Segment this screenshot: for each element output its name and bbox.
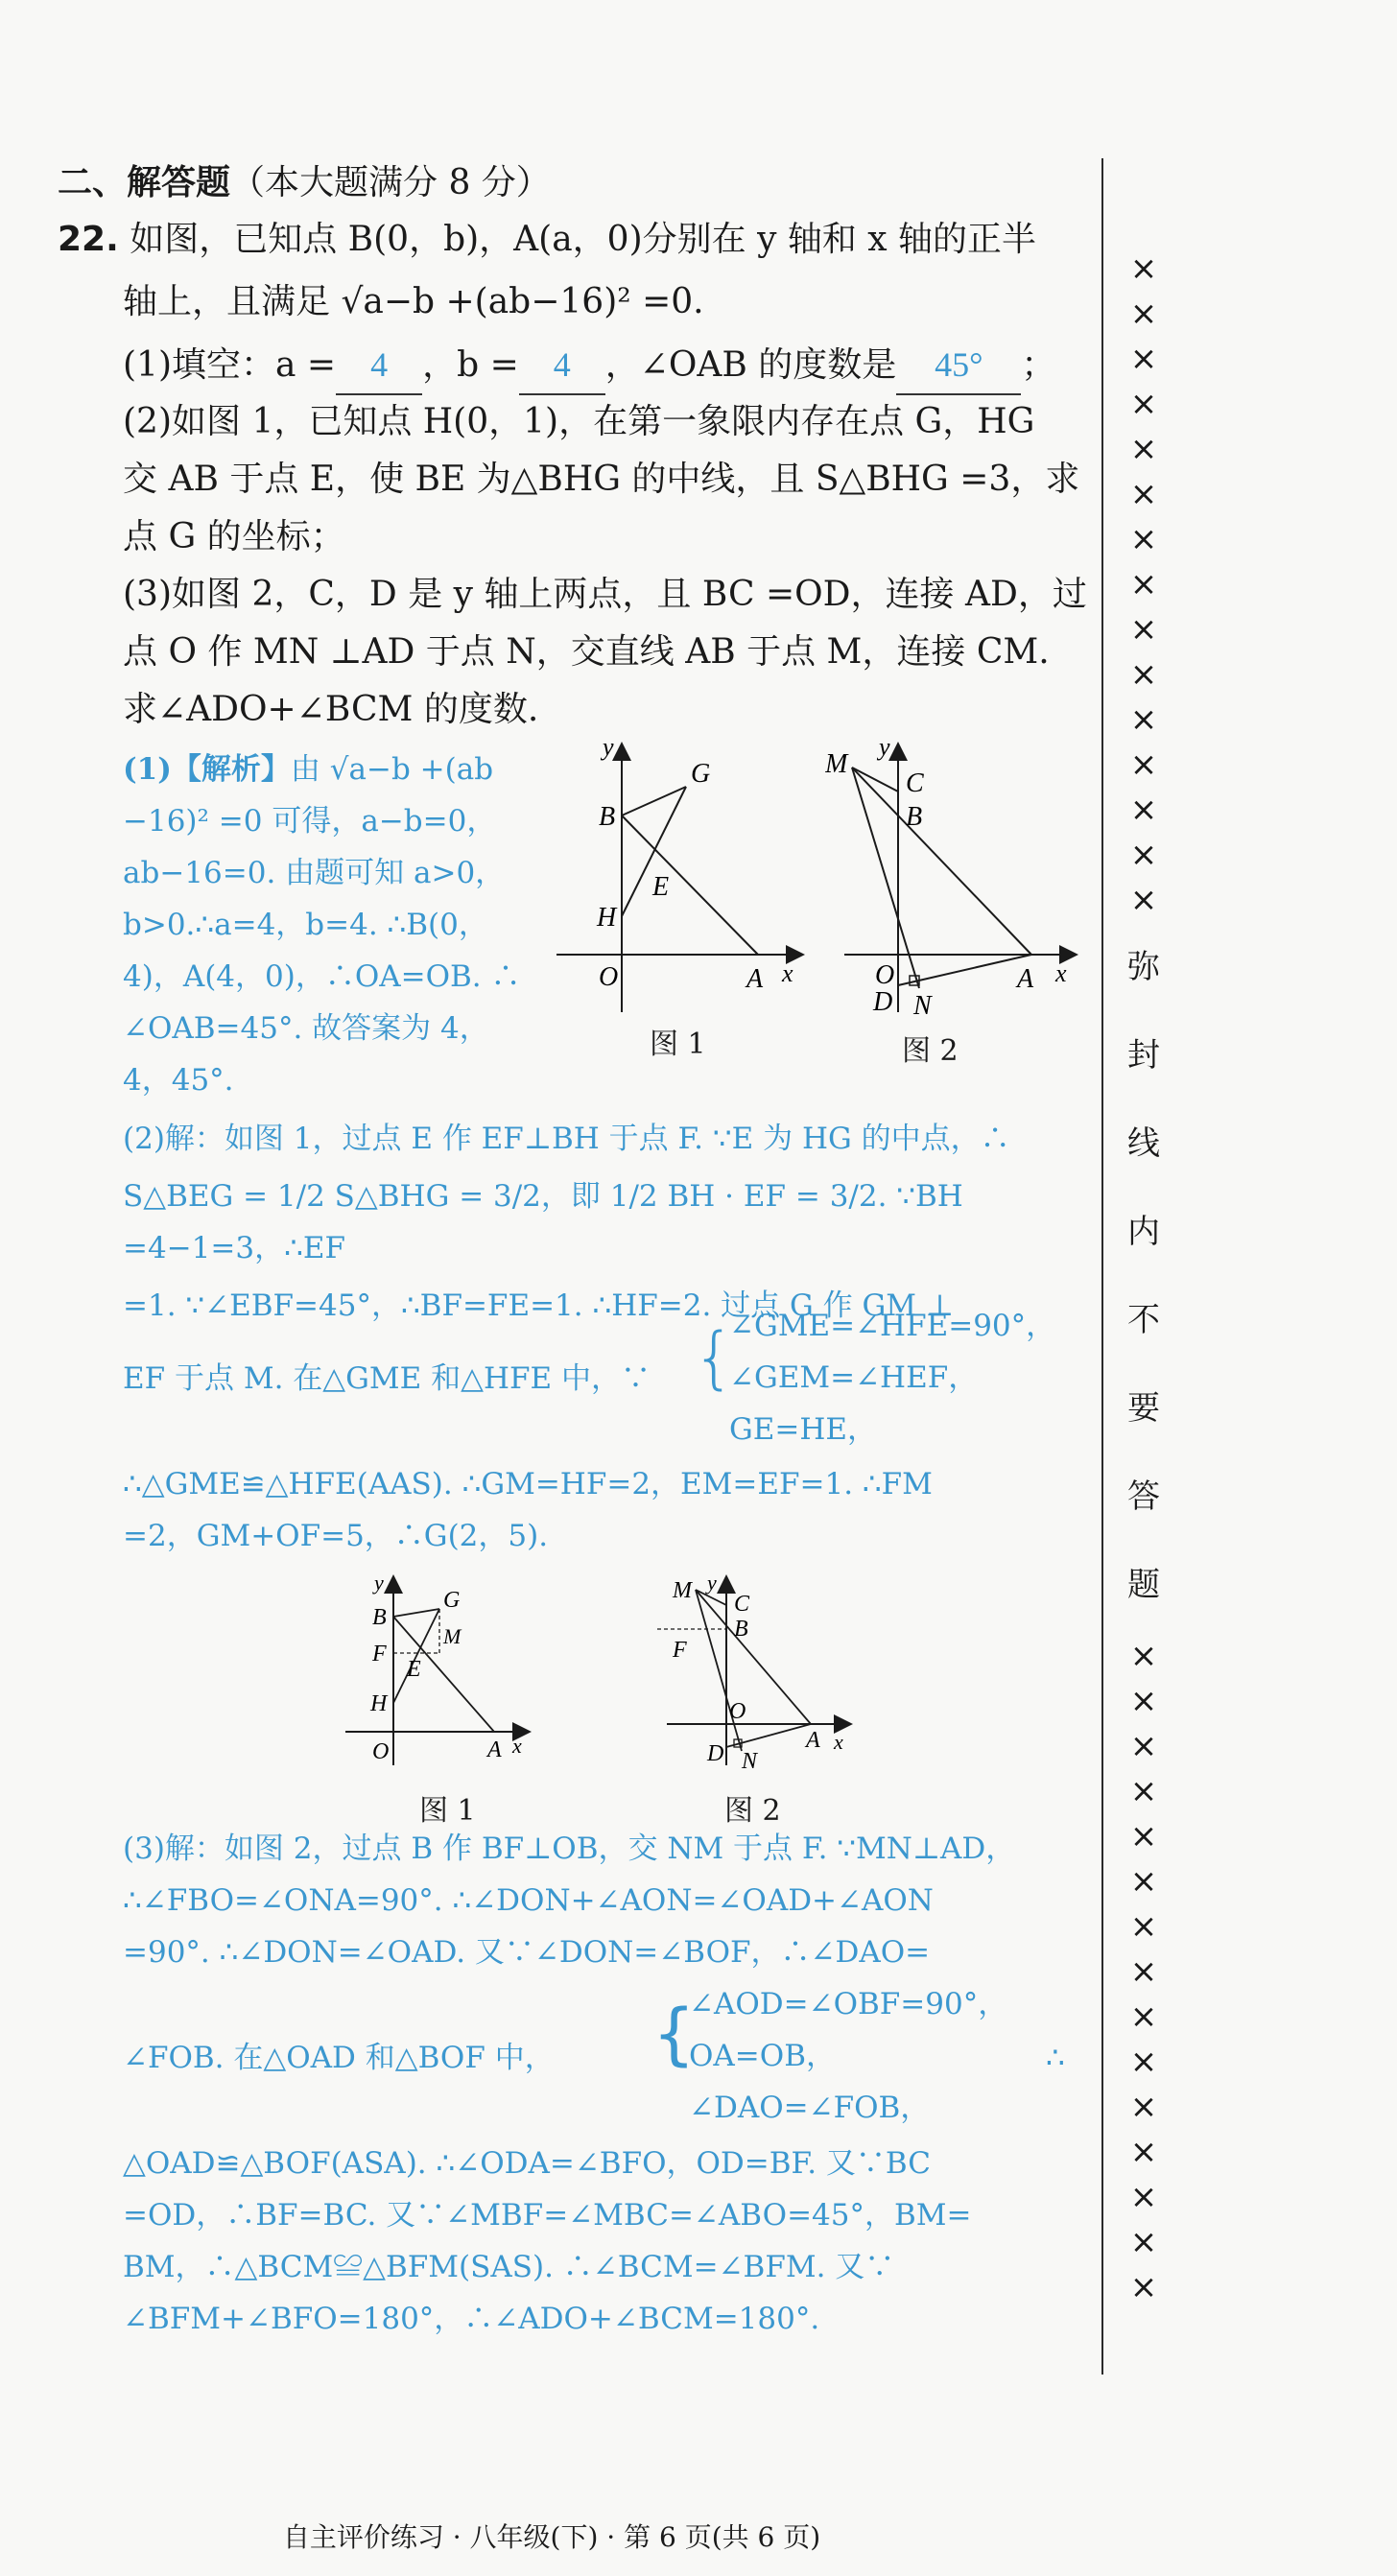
question-number: 22. [58,220,119,259]
part1-prefix: (1)填空：a = [123,345,337,385]
label-a: A [806,1728,820,1753]
label-o: O [875,960,895,990]
binding-char: 内 [1127,1213,1160,1251]
binding-cross: × [1129,836,1158,874]
segment-bg [622,787,686,815]
answer3-block [123,1823,1082,1978]
answer2-line5: ∴△GME≌△HFE(AAS). ∴GM=HF=2，EM=EF=1. ∴FM [123,1467,933,1501]
binding-char: 线 [1127,1124,1160,1163]
blank-b: 4 [519,336,605,395]
answer1-block [123,744,545,1106]
binding-cross: × [1129,610,1158,649]
answer3-line8: ∠BFM+∠BFO=180°，∴∠ADO+∠BCM=180°. [123,2302,820,2336]
binding-cross: × [1129,340,1158,378]
answer1-line7: 4，45°. [123,1063,234,1098]
label-f: F [673,1638,687,1663]
brace1-item1: ∠GME=∠HFE=90°， [729,1309,1056,1343]
answer2-block [123,1113,1082,1332]
answer1-line2: −16)² =0 可得，a−b=0， [123,804,497,839]
blank-a: 4 [336,336,422,395]
figure-2-caption: 图 2 [902,1034,959,1068]
figure-1 [556,734,816,1022]
question-part3-line1: (3)如图 2，C，D 是 y 轴上两点，且 BC =OD，连接 AD，过 [123,575,1087,614]
question-part1 [123,336,1140,395]
brace1-content [729,1300,1055,1455]
answer1-line3: ab−16=0. 由题可知 a>0， [123,856,506,890]
label-y: y [707,1571,717,1595]
segment-ma [696,1590,811,1724]
answer3-line1: (3)解：如图 2，过点 B 作 BF⊥OB，交 NM 于点 F. ∵MN⊥AD， [123,1832,1016,1866]
answer1-tag: (1)【解析】 [123,752,291,787]
label-d: D [873,987,893,1017]
answer1-line4: b>0.∴a=4，b=4. ∴B(0， [123,908,488,942]
binding-char: 要 [1127,1389,1160,1428]
binding-cross: × [1129,1907,1158,1946]
question-part3-line2: 点 O 作 MN ⊥AD 于点 N，交直线 AB 于点 M，连接 CM. [123,632,1050,672]
label-b: B [372,1605,387,1630]
binding-cross: × [1129,2223,1158,2261]
binding-cross: × [1129,520,1158,558]
solution-figure-2-caption: 图 2 [724,1794,781,1828]
binding-cross: × [1129,1862,1158,1901]
label-n: N [913,991,932,1021]
binding-cross: × [1129,1952,1158,1991]
label-e: E [652,872,670,902]
answer3-line7: BM，∴△BCM≌△BFM(SAS). ∴∠BCM=∠BFM. 又∵ [123,2250,895,2284]
binding-cross: × [1129,1817,1158,1855]
brace2-content [689,1978,1007,2134]
binding-cross: × [1129,2043,1158,2081]
label-x: x [1055,959,1067,987]
binding-cross: × [1129,791,1158,829]
brace-1: { [693,1318,736,1397]
label-b: B [734,1617,748,1642]
binding-cross: × [1129,2133,1158,2171]
label-x: x [782,959,793,987]
binding-char: 弥 [1127,948,1160,986]
brace2-item3: ∠DAO=∠FOB， [689,2091,931,2125]
answer3-line3: =90°. ∴∠DON=∠OAD. 又∵∠DON=∠BOF，∴∠DAO= [123,1935,931,1970]
segment-ma [852,768,1031,955]
segment-bg [393,1609,439,1617]
binding-cross: × [1129,249,1158,288]
binding-cross: × [1129,1682,1158,1720]
binding-cross: × [1129,745,1158,784]
label-y: y [603,734,614,761]
question-part3-line3: 求∠ADO+∠BCM 的度数. [123,690,539,729]
answer3-line6: =OD，∴BF=BC. 又∵∠MBF=∠MBC=∠ABO=45°，BM= [123,2198,972,2233]
figure-2 [825,734,1089,1031]
segment-ad [726,1724,811,1747]
binding-cross: × [1129,295,1158,333]
label-x: x [834,1730,843,1754]
blank-angle: 45° [896,336,1021,395]
label-o: O [372,1739,390,1764]
answer3-line4: ∠FOB. 在△OAD 和△BOF 中， [123,2041,555,2075]
answer3-line5: △OAD≌△BOF(ASA). ∴∠ODA=∠BFO，OD=BF. 又∵BC [123,2146,931,2181]
binding-cross: × [1129,881,1158,919]
question-line-1 [58,211,1075,269]
binding-char: 不 [1127,1301,1160,1339]
label-g: G [691,759,711,789]
answer3-tail [123,2138,1082,2345]
label-h: H [370,1691,388,1716]
label-a: A [487,1737,502,1762]
binding-cross: × [1129,1997,1158,2036]
label-b: B [906,802,923,832]
label-g: G [443,1588,461,1613]
label-y: y [879,734,890,761]
label-y: y [374,1571,384,1595]
answer3-line4-suffix: ∴ [1046,2041,1065,2075]
question-line-2: 轴上，且满足 √a−b +(ab−16)² =0. [123,282,704,321]
part1-mid2: ，∠OAB 的度数是 [604,345,897,385]
binding-char: 答 [1127,1477,1160,1516]
binding-cross: × [1129,655,1158,694]
binding-char: 题 [1127,1566,1160,1604]
binding-cross: × [1129,430,1158,468]
segment-ab [622,815,758,955]
question-stem-1: 如图，已知点 B(0，b)，A(a，0)分别在 y 轴和 x 轴的正半 [130,220,1037,259]
brace2-item2: OA=OB， [689,2039,836,2073]
answer1-line1 [123,744,545,795]
label-m: M [673,1578,692,1603]
answer2-line1: (2)解：如图 1，过点 E 作 EF⊥BH 于点 F. ∵E 为 HG 的中点，∴ [123,1122,1010,1156]
answer2-tail [123,1458,1082,1562]
segment-ad [898,955,1031,985]
label-f: F [372,1642,387,1666]
binding-cross: × [1129,475,1158,513]
label-o: O [729,1699,746,1724]
label-a: A [746,964,764,994]
binding-cross: × [1129,2178,1158,2216]
brace-2: { [652,1995,696,2073]
label-h: H [597,903,617,933]
binding-cross: × [1129,2268,1158,2306]
binding-char: 封 [1127,1036,1160,1075]
label-d: D [707,1741,724,1766]
binding-cross: × [1129,1727,1158,1765]
section-title [58,155,551,204]
figure-1-caption: 图 1 [650,1028,706,1061]
binding-cross: × [1129,385,1158,423]
binding-separator [1101,158,1103,2375]
brace2-item1: ∠AOD=∠OBF=90°， [689,1987,1008,2021]
answer2-line6: =2，GM+OF=5，∴G(2，5). [123,1519,549,1553]
answer1-line5: 4)，A(4，0)，∴OA=OB. ∴ [123,959,521,994]
binding-cross: × [1129,2088,1158,2126]
label-e: E [407,1657,421,1682]
answer2-line2: S△BEG = 1/2 S△BHG = 3/2，即 1/2 BH · EF = 3/2. ∵BH =4−1=3，∴EF [123,1179,963,1265]
label-c: C [906,768,924,798]
binding-cross: × [1129,565,1158,603]
part1-end: ； [1021,345,1056,385]
section-title-text: 二、解答题 [58,163,231,202]
label-m: M [825,749,848,779]
solution-figure-1 [336,1569,547,1780]
binding-cross: × [1129,700,1158,739]
label-o: O [599,962,619,992]
part1-mid1: ，b = [422,345,519,385]
binding-cross: × [1129,1637,1158,1675]
answer2-line4: EF 于点 M. 在△GME 和△HFE 中，∵ [123,1361,651,1396]
answer3-line2: ∴∠FBO=∠ONA=90°. ∴∠DON+∠AON=∠OAD+∠AON [123,1883,934,1918]
answer1-line1-text: 由 √a−b +(ab [290,752,494,787]
brace1-item3: GE=HE， [729,1412,878,1447]
page-footer: 自主评价练习 · 八年级(下) · 第 6 页(共 6 页) [282,2521,821,2553]
label-m: M [443,1624,462,1648]
answer2-line3: =1. ∵∠EBF=45°，∴BF=FE=1. ∴HF=2. 过点 G 作 GM ⊥ [123,1288,954,1323]
label-n: N [742,1749,758,1774]
solution-figure-1-caption: 图 1 [419,1794,476,1828]
label-a: A [1017,964,1034,994]
label-b: B [599,802,616,832]
question-part2-line3: 点 G 的坐标； [123,517,345,556]
label-c: C [734,1592,750,1617]
segment-hg [393,1609,439,1703]
brace1-item2: ∠GEM=∠HEF， [729,1360,979,1395]
section-subtitle: （本大题满分 8 分） [230,163,551,202]
binding-cross: × [1129,1772,1158,1810]
label-x: x [512,1734,522,1758]
question-part2-line2: 交 AB 于点 E，使 BE 为△BHG 的中线，且 S△BHG =3，求 [123,460,1080,499]
solution-figure-2 [638,1569,868,1789]
answer1-line6: ∠OAB=45°. 故答案为 4， [123,1011,489,1046]
question-part2-line1: (2)如图 1，已知点 H(0，1)，在第一象限内存在点 G，HG [123,402,1035,441]
